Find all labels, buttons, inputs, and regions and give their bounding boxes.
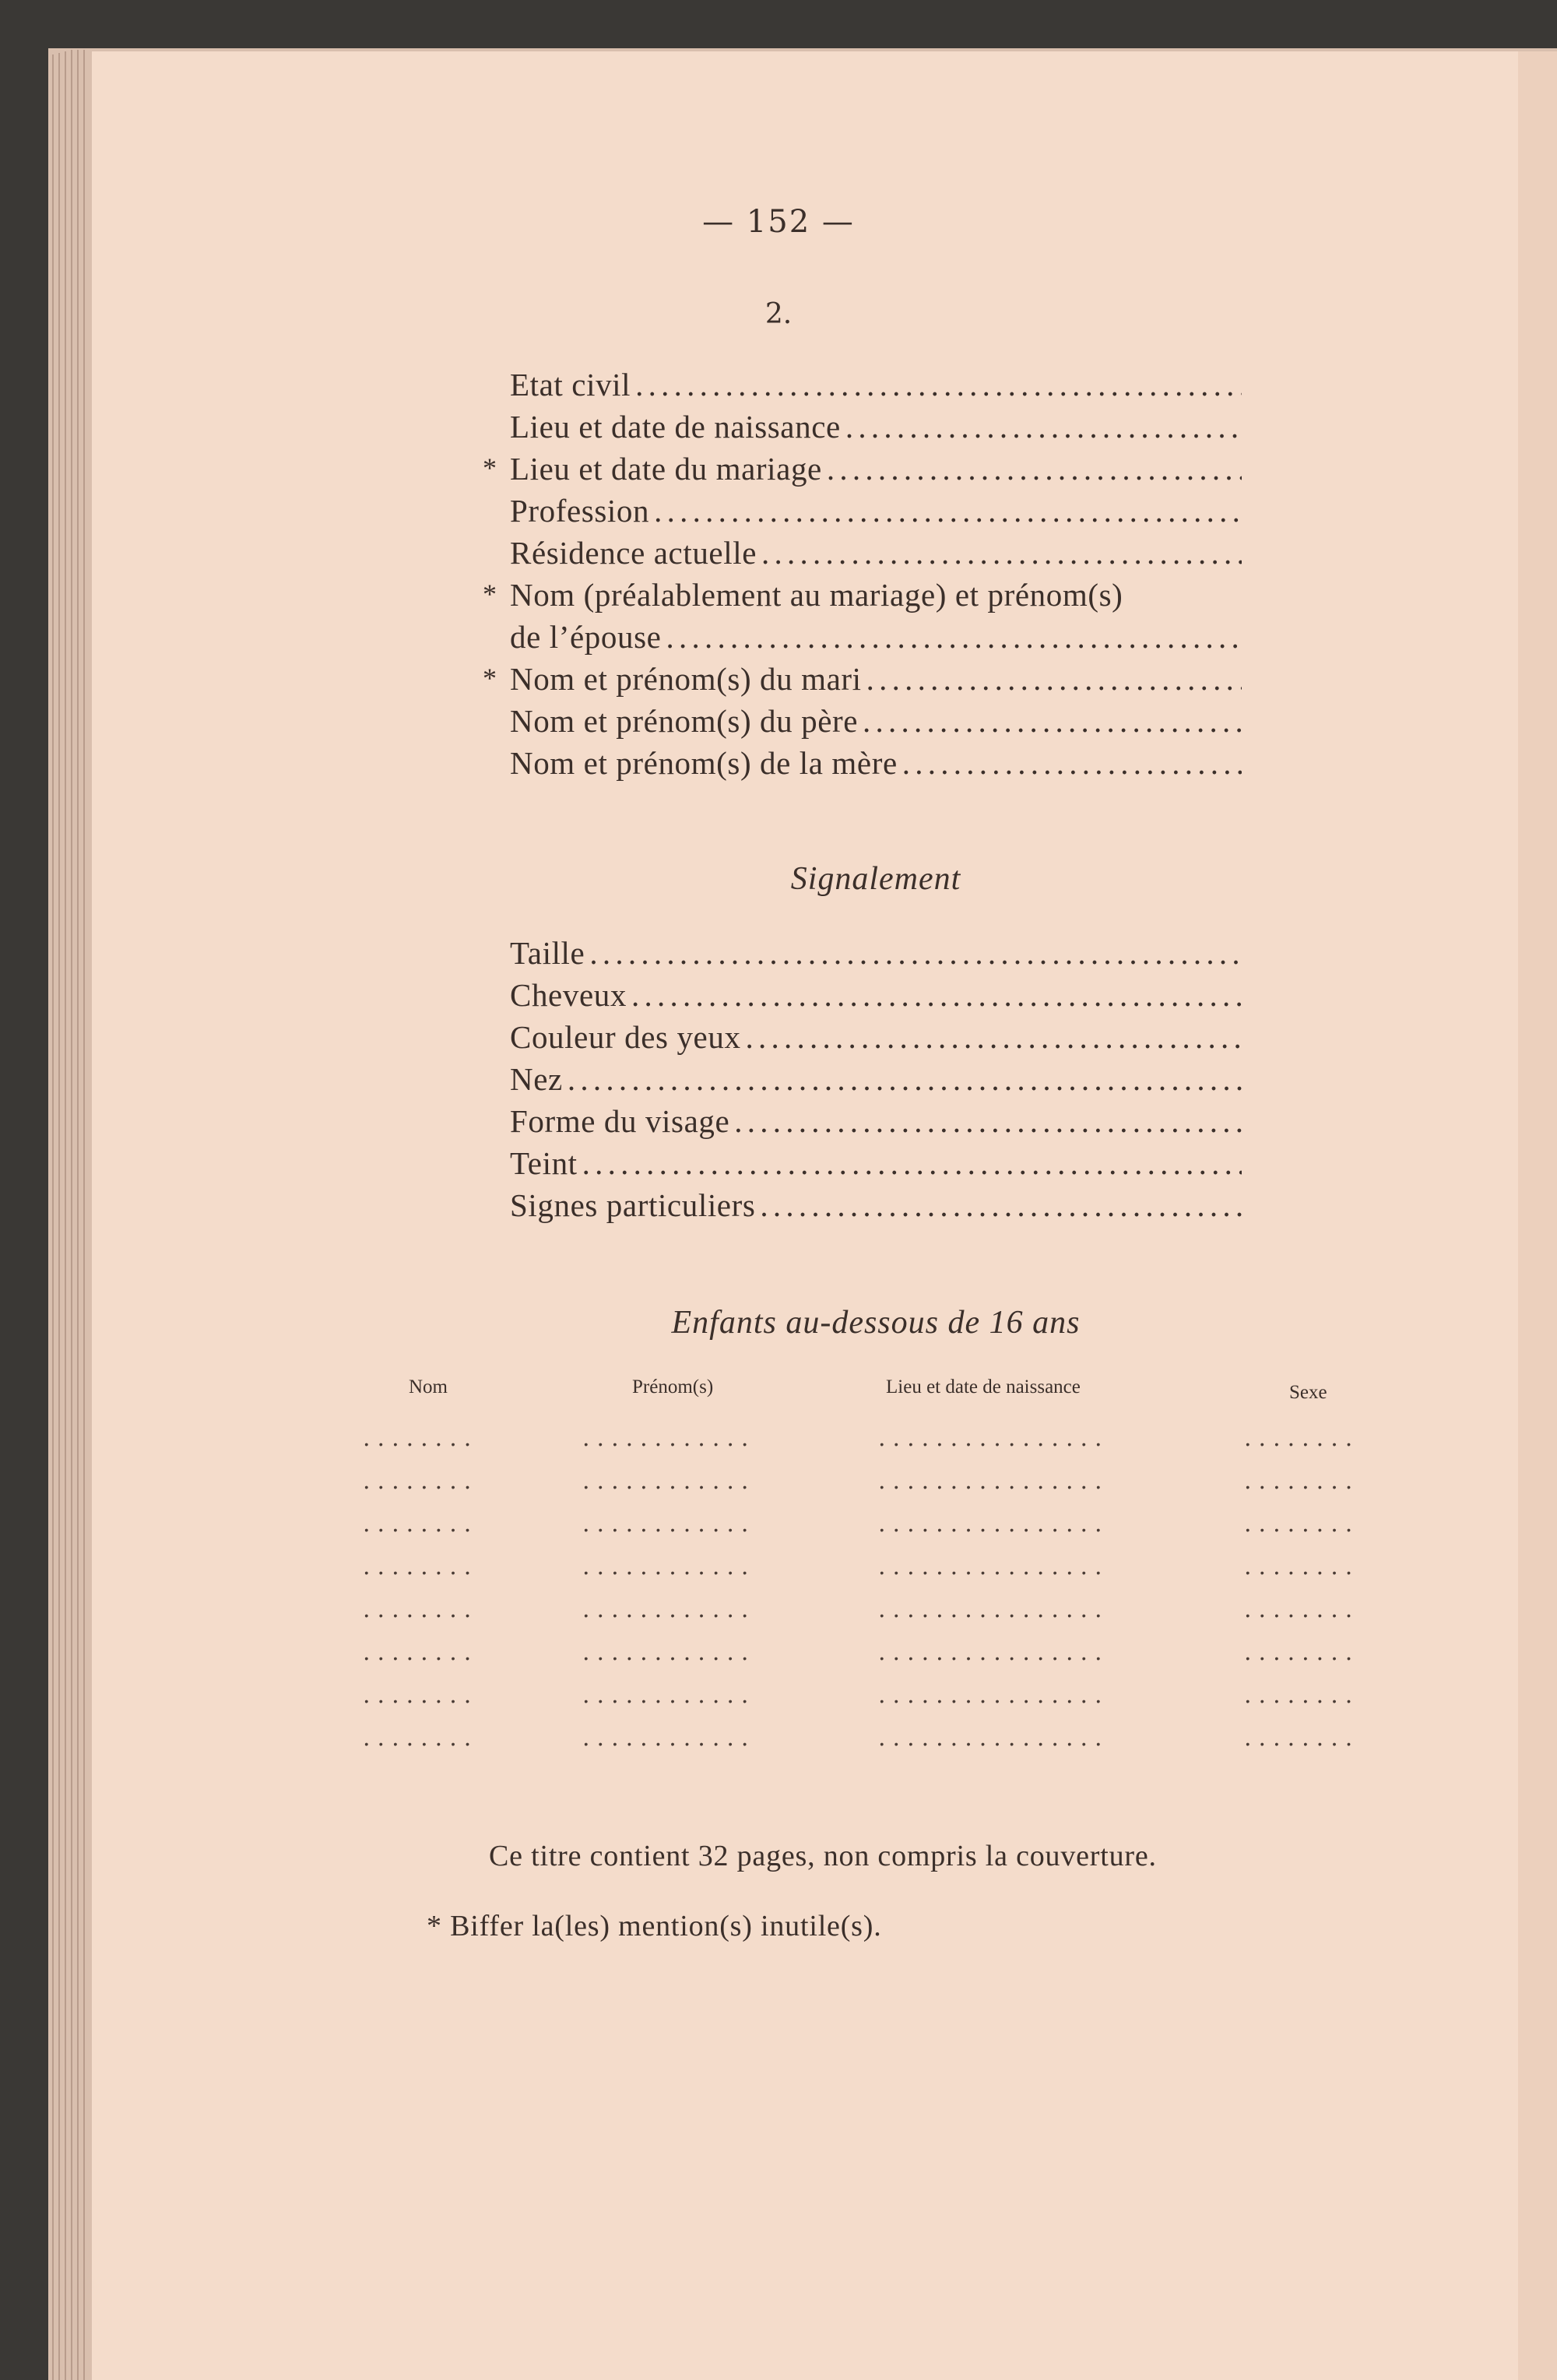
child-row-2-col-1: ........ <box>363 1468 479 1495</box>
asterisk-mark: * <box>483 578 497 610</box>
field-de-l-epouse: de l’épouse . . . <box>510 618 1242 662</box>
child-row-1-col-3: ................ <box>878 1425 1109 1452</box>
child-row-3-col-4: ........ <box>1244 1510 1360 1538</box>
child-row-3-col-1: ........ <box>363 1510 479 1538</box>
child-row-5-col-4: ........ <box>1244 1596 1360 1623</box>
column-header-prenoms: Prénom(s) <box>632 1376 714 1397</box>
child-row-6-col-4: ........ <box>1244 1639 1360 1666</box>
child-row-3-col-3: ................ <box>878 1510 1109 1538</box>
child-row-6-col-3: ................ <box>878 1639 1109 1666</box>
page-count-note: Ce titre contient 32 pages, non compris la couverture. <box>489 1840 1157 1872</box>
child-row-8-col-3: ................ <box>878 1724 1109 1752</box>
child-row-4-col-4: ........ <box>1244 1553 1360 1580</box>
field-etat-civil: Etat civil . . . <box>510 366 1242 410</box>
field-nom-pere: Nom et prénom(s) du père . . . <box>510 702 1242 746</box>
child-row-1-col-2: ............ <box>582 1425 756 1452</box>
child-row-7-col-4: ........ <box>1244 1682 1360 1709</box>
child-row-7-col-2: ............ <box>582 1682 756 1709</box>
footnote: * Biffer la(les) mention(s) inutile(s). <box>427 1910 882 1942</box>
field-residence: Résidence actuelle . . . <box>510 534 1242 578</box>
field-forme-visage: Forme du visage . . . <box>510 1102 1242 1146</box>
asterisk-mark: * <box>483 663 497 694</box>
child-row-2-col-4: ........ <box>1244 1468 1360 1495</box>
child-row-7-col-1: ........ <box>363 1682 479 1709</box>
field-lieu-date-naissance: Lieu et date de naissance . . . <box>510 408 1242 452</box>
field-taille: Taille . . . <box>510 934 1242 978</box>
child-row-1-col-1: ........ <box>363 1425 479 1452</box>
child-row-6-col-1: ........ <box>363 1639 479 1666</box>
field-nez: Nez . . . <box>510 1060 1242 1104</box>
child-row-6-col-2: ............ <box>582 1639 756 1666</box>
child-row-5-col-2: ............ <box>582 1596 756 1623</box>
child-row-5-col-1: ........ <box>363 1596 479 1623</box>
child-row-8-col-2: ............ <box>582 1724 756 1752</box>
children-heading: Enfants au-dessous de 16 ans <box>671 1305 1081 1341</box>
field-teint: Teint . . . <box>510 1144 1242 1188</box>
section-number: 2. <box>764 298 793 330</box>
field-nom-mere: Nom et prénom(s) de la mère . . . <box>510 744 1242 788</box>
field-couleur-yeux: Couleur des yeux . . . <box>510 1018 1242 1062</box>
child-row-7-col-3: ................ <box>878 1682 1109 1709</box>
child-row-8-col-1: ........ <box>363 1724 479 1752</box>
child-row-1-col-4: ........ <box>1244 1425 1360 1452</box>
child-row-8-col-4: ........ <box>1244 1724 1360 1752</box>
field-lieu-date-mariage: Lieu et date du mariage . . . <box>510 450 1242 494</box>
child-row-4-col-1: ........ <box>363 1553 479 1580</box>
column-header-sexe: Sexe <box>1289 1382 1327 1403</box>
child-row-2-col-2: ............ <box>582 1468 756 1495</box>
child-row-2-col-3: ................ <box>878 1468 1109 1495</box>
page-number: — 152 — <box>702 204 855 240</box>
child-row-4-col-2: ............ <box>582 1553 756 1580</box>
column-header-lieu-date: Lieu et date de naissance <box>886 1376 1081 1397</box>
field-cheveux: Cheveux . . . <box>510 976 1242 1020</box>
child-row-4-col-3: ................ <box>878 1553 1109 1580</box>
column-header-nom: Nom <box>409 1376 448 1397</box>
asterisk-mark: * <box>483 452 497 483</box>
field-signes-particuliers: Signes particuliers . . . <box>510 1186 1242 1230</box>
child-row-5-col-3: ................ <box>878 1596 1109 1623</box>
field-profession: Profession . . . <box>510 492 1242 536</box>
signalement-heading: Signalement <box>790 861 961 897</box>
child-row-3-col-2: ............ <box>582 1510 756 1538</box>
field-nom-epouse: Nom (préalablement au mariage) et prénom(s) <box>510 577 1123 613</box>
field-nom-mari: Nom et prénom(s) du mari . . . <box>510 660 1242 704</box>
